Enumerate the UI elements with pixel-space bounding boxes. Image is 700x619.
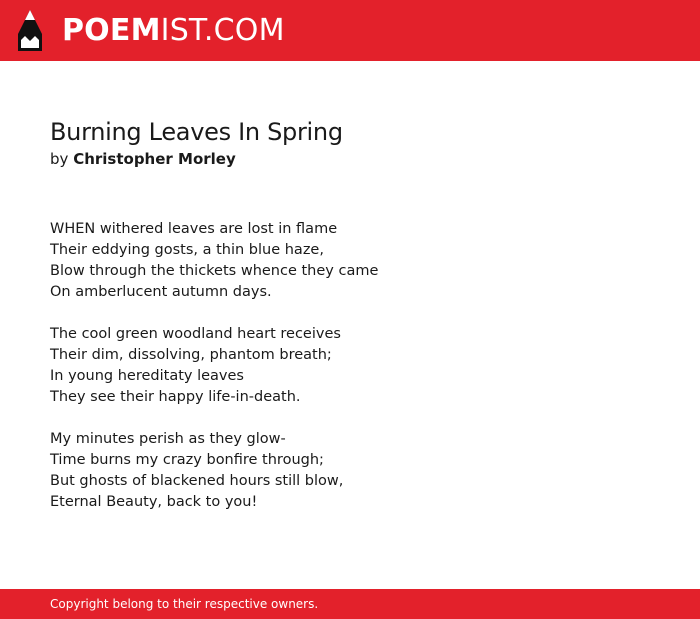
logo-light-text: IST.COM (160, 13, 285, 48)
poem-line: The cool green woodland heart receives (50, 326, 341, 342)
poem-line: My minutes perish as they glow- (50, 431, 286, 447)
poem-line: In young hereditaty leaves (50, 368, 244, 384)
poem-heading (50, 116, 650, 170)
byline (50, 148, 650, 170)
poem-line: WHEN withered leaves are lost in flame (50, 221, 338, 237)
poem-line: Their dim, dissolving, phantom breath; (50, 347, 332, 363)
by-word: by (50, 150, 69, 168)
poem-body (50, 219, 650, 534)
site-logo[interactable] (62, 12, 285, 50)
poem-line: Time burns my crazy bonfire through; (50, 452, 324, 468)
poem-line: Their eddying gosts, a thin blue haze, (50, 242, 324, 258)
stanza (50, 324, 650, 408)
poem-line: They see their happy life-in-death. (50, 389, 301, 405)
stanza (50, 219, 650, 303)
site-header (0, 0, 700, 61)
logo-bold-text: POEM (62, 13, 161, 48)
poem-line: But ghosts of blackened hours still blow, (50, 473, 344, 489)
stanza (50, 429, 650, 513)
poem-title: Burning Leaves In Spring (50, 118, 343, 146)
site-footer (0, 589, 700, 619)
pencil-logo-icon[interactable] (18, 10, 42, 51)
author-name: Christopher Morley (73, 150, 236, 168)
poem-line: Eternal Beauty, back to you! (50, 494, 258, 510)
copyright-notice: Copyright belong to their respective owners. (50, 597, 319, 611)
poem-line: On amberlucent autumn days. (50, 284, 272, 300)
poem-line: Blow through the thickets whence they came (50, 263, 379, 279)
